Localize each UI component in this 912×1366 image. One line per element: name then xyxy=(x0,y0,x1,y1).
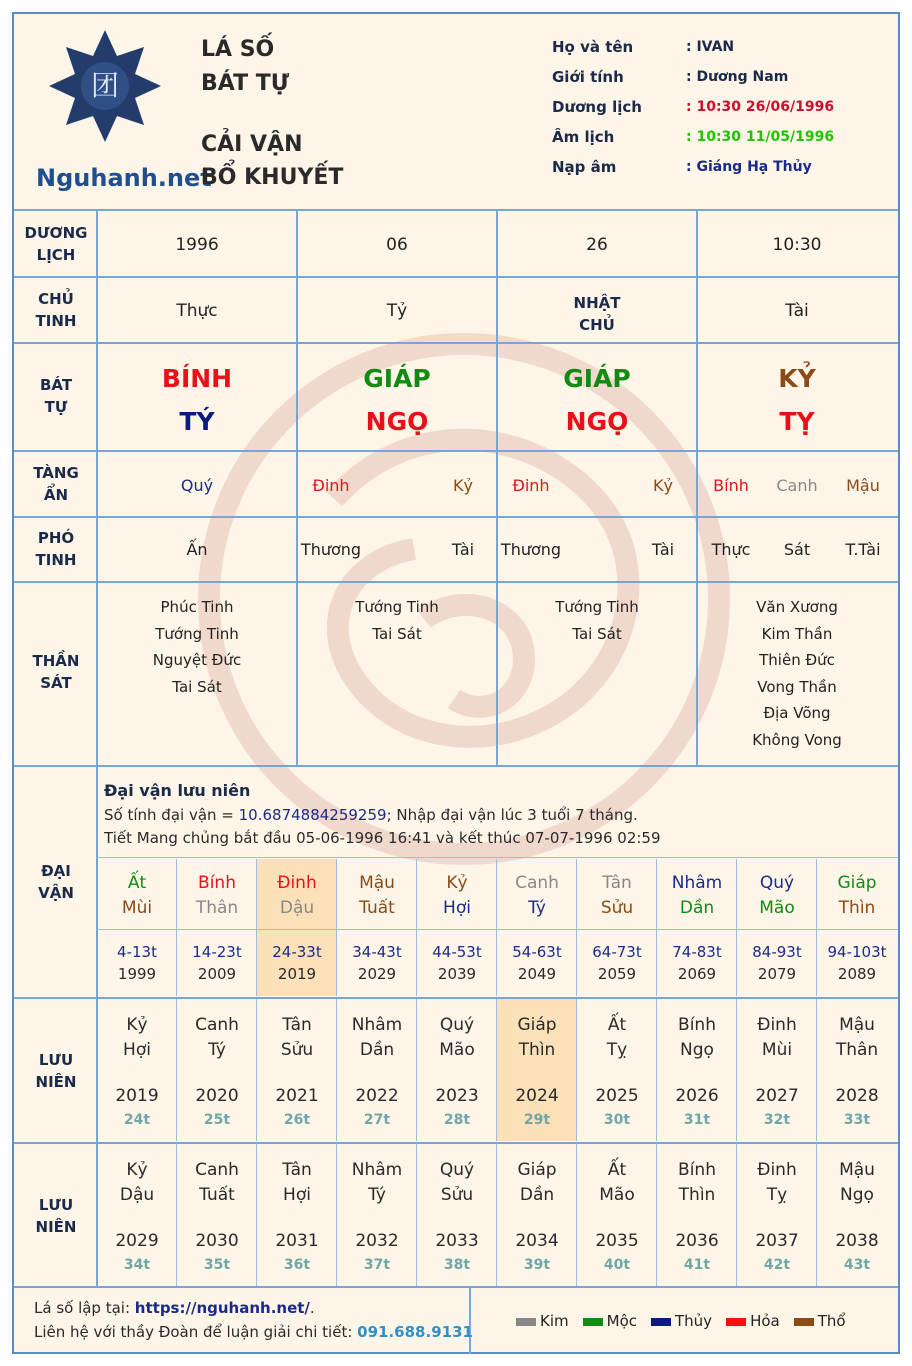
dai-van-can: Đinh xyxy=(277,873,317,893)
luu-nien-age: 37t xyxy=(363,1257,391,1273)
luu-nien-age: 29t xyxy=(523,1112,551,1128)
luu-nien-can: Quý xyxy=(439,1160,475,1180)
dai-van-chi: Thìn xyxy=(838,898,876,918)
dai-van-can: Mậu xyxy=(359,873,395,893)
legend-swatch-icon xyxy=(726,1318,746,1326)
dai-van-line-2: Tiết Mang chủng bắt đầu 05-06-1996 16:41 và kết thúc 07-07-1996 02:59 xyxy=(104,829,661,847)
luu-nien-year: 2025 xyxy=(595,1086,639,1106)
dai-van-age: 84-93t xyxy=(752,943,802,961)
dai-van-age: 74-83t xyxy=(672,943,722,961)
label-pho-tinh: PHÓ TINH xyxy=(35,529,77,569)
luu-nien-age: 24t xyxy=(123,1112,151,1128)
duong-lich-year: 1996 xyxy=(175,235,219,255)
luu-nien-year: 2031 xyxy=(275,1231,319,1251)
dai-van-chi: Tý xyxy=(528,898,546,918)
luu-nien-year: 2030 xyxy=(195,1231,239,1251)
dai-van-year: 2029 xyxy=(357,965,397,983)
pillar-can: BÍNH xyxy=(161,364,233,393)
luu-nien-chi: Mão xyxy=(439,1040,475,1060)
luu-nien-age: 43t xyxy=(843,1257,871,1273)
luu-nien-year: 2035 xyxy=(595,1231,639,1251)
info-value: : 10:30 26/06/1996 xyxy=(686,99,835,115)
pho-tinh-item: Ấn xyxy=(186,540,208,559)
legend-item: Kim xyxy=(516,1312,569,1330)
info-label: Nạp âm xyxy=(552,158,617,176)
luu-nien-can: Kỷ xyxy=(126,1015,148,1035)
title-line-4: BỔ KHUYẾT xyxy=(201,165,344,190)
luu-nien-can: Bính xyxy=(678,1160,716,1180)
dai-van-age: 94-103t xyxy=(827,943,887,961)
luu-nien-age: 42t xyxy=(763,1257,791,1273)
dai-van-age: 14-23t xyxy=(192,943,242,961)
legend-item: Thổ xyxy=(794,1312,846,1330)
pillar-chi: NGỌ xyxy=(365,407,429,436)
dai-van-year: 2089 xyxy=(837,965,877,983)
than-sat-item: Địa Võng xyxy=(763,704,831,722)
duong-lich-month: 06 xyxy=(386,235,408,255)
tang-an-item: Mậu xyxy=(846,476,880,495)
title-line-3: CẢI VẬN xyxy=(201,132,303,157)
luu-nien-can: Kỷ xyxy=(126,1160,148,1180)
tang-an-item: Canh xyxy=(776,476,818,495)
pho-tinh-item: Sát xyxy=(783,540,811,559)
duong-lich-day: 26 xyxy=(586,235,608,255)
than-sat-item: Phúc Tinh xyxy=(160,598,234,616)
label-dai-van: ĐẠI VẬN xyxy=(38,862,74,902)
luu-nien-can: Giáp xyxy=(517,1160,557,1180)
pho-tinh-item: Thương xyxy=(300,540,362,559)
dai-van-chi: Mùi xyxy=(121,898,153,918)
tang-an-item: Đinh xyxy=(312,476,350,495)
label-than-sat: THẦN SÁT xyxy=(32,652,80,692)
luu-nien-chi: Ngọ xyxy=(840,1185,874,1205)
label-duong-lich: DƯƠNG LỊCH xyxy=(24,224,88,264)
site-name: Nguhanh.net xyxy=(36,164,212,192)
than-sat-item: Tướng Tinh xyxy=(355,598,439,616)
dai-van-can: Giáp xyxy=(837,873,877,893)
chu-tinh-month: Tỷ xyxy=(386,301,408,321)
legend-swatch-icon xyxy=(794,1318,814,1326)
luu-nien-can: Giáp xyxy=(517,1015,557,1035)
luu-nien-year: 2038 xyxy=(835,1231,879,1251)
than-sat-item: Kim Thần xyxy=(761,624,833,643)
title-line-2: BÁT TỰ xyxy=(201,71,290,96)
luu-nien-can: Mậu xyxy=(839,1015,875,1035)
dai-van-age: 64-73t xyxy=(592,943,642,961)
pillar-can: GIÁP xyxy=(563,364,631,393)
info-value: : Giáng Hạ Thủy xyxy=(686,159,812,175)
dai-van-can: Nhâm xyxy=(671,873,723,893)
luu-nien-age: 40t xyxy=(603,1257,631,1273)
legend-swatch-icon xyxy=(651,1318,671,1326)
dai-van-chi: Dậu xyxy=(279,898,315,918)
dai-van-year: 2059 xyxy=(597,965,637,983)
luu-nien-can: Tân xyxy=(282,1160,312,1180)
than-sat-item: Văn Xương xyxy=(756,598,838,616)
luu-nien-year: 2036 xyxy=(675,1231,719,1251)
luu-nien-chi: Dậu xyxy=(119,1185,155,1205)
luu-nien-chi: Tý xyxy=(208,1040,226,1060)
dai-van-age: 4-13t xyxy=(117,943,157,961)
dai-van-year: 2019 xyxy=(277,965,317,983)
dai-van-chi: Dần xyxy=(679,898,715,918)
dai-van-line-1: Số tính đại vận = 10.6874884259259; Nhập đại vận lúc 3 tuổi 7 tháng. xyxy=(104,806,638,824)
luu-nien-age: 26t xyxy=(283,1112,311,1128)
nhat-chu-label: NHẬT CHỦ xyxy=(573,294,621,334)
luu-nien-can: Bính xyxy=(678,1015,716,1035)
luu-nien-year: 2032 xyxy=(355,1231,399,1251)
luu-nien-chi: Dần xyxy=(519,1185,555,1205)
than-sat-item: Tai Sát xyxy=(172,677,222,696)
luu-nien-age: 38t xyxy=(443,1257,471,1273)
luu-nien-year: 2028 xyxy=(835,1086,879,1106)
luu-nien-chi: Tỵ xyxy=(766,1185,788,1205)
dai-van-can: Tân xyxy=(602,873,632,893)
chu-tinh-year: Thực xyxy=(176,301,218,321)
luu-nien-age: 25t xyxy=(203,1112,231,1128)
tang-an-item: Kỷ xyxy=(653,476,673,495)
dai-van-can: Ất xyxy=(127,873,147,893)
than-sat-item: Nguyệt Đức xyxy=(152,651,242,669)
dai-van-can: Kỷ xyxy=(446,873,468,893)
website-link[interactable]: https://nguhanh.net/ xyxy=(134,1299,310,1317)
luu-nien-can: Nhâm xyxy=(351,1015,403,1035)
dai-van-year: 2009 xyxy=(197,965,237,983)
luu-nien-can: Nhâm xyxy=(351,1160,403,1180)
label-tang-an: TÀNG ẨN xyxy=(33,464,79,504)
luu-nien-year: 2026 xyxy=(675,1086,719,1106)
label-luu-nien-1: LƯU NIÊN xyxy=(35,1051,77,1091)
tang-an-item: Đinh xyxy=(512,476,550,495)
luu-nien-chi: Mão xyxy=(599,1185,635,1205)
dai-van-heading: Đại vận lưu niên xyxy=(104,781,251,800)
luu-nien-chi: Mùi xyxy=(761,1040,793,1060)
dai-van-age: 54-63t xyxy=(512,943,562,961)
dai-van-age: 24-33t xyxy=(272,943,322,961)
luu-nien-year: 2033 xyxy=(435,1231,479,1251)
dai-van-year: 2079 xyxy=(757,965,797,983)
dai-van-chi: Tuất xyxy=(359,898,395,918)
element-legend xyxy=(516,1312,860,1330)
luu-nien-can: Mậu xyxy=(839,1160,875,1180)
luu-nien-age: 27t xyxy=(363,1112,391,1128)
luu-nien-year: 2021 xyxy=(275,1086,319,1106)
pho-tinh-item: Thực xyxy=(711,540,751,559)
info-label: Họ và tên xyxy=(552,38,634,56)
duong-lich-hour: 10:30 xyxy=(772,235,822,255)
dai-van-chi: Mão xyxy=(759,898,795,918)
pillar-can: GIÁP xyxy=(363,364,431,393)
luu-nien-age: 35t xyxy=(203,1257,231,1273)
label-chu-tinh: CHỦ TINH xyxy=(35,290,77,330)
luu-nien-can: Quý xyxy=(439,1015,475,1035)
legend-item: Thủy xyxy=(651,1312,712,1330)
legend-swatch-icon xyxy=(516,1318,536,1326)
luu-nien-year: 2023 xyxy=(435,1086,479,1106)
luu-nien-chi: Hợi xyxy=(123,1040,151,1060)
dai-van-year: 1999 xyxy=(117,965,157,983)
luu-nien-chi: Tý xyxy=(368,1185,386,1205)
dai-van-year: 2069 xyxy=(677,965,717,983)
luu-nien-chi: Tỵ xyxy=(606,1040,628,1060)
luu-nien-chi: Thìn xyxy=(678,1185,716,1205)
info-label: Giới tính xyxy=(552,68,624,86)
dai-van-can: Quý xyxy=(759,873,795,893)
luu-nien-can: Canh xyxy=(195,1160,239,1180)
than-sat-item: Tướng Tinh xyxy=(555,598,639,616)
than-sat-item: Không Vong xyxy=(752,730,842,749)
chu-tinh-hour: Tài xyxy=(785,301,809,321)
dai-van-age: 34-43t xyxy=(352,943,402,961)
title-line-1: LÁ SỐ xyxy=(201,37,275,62)
than-sat-item: Tai Sát xyxy=(572,624,622,643)
dai-van-year: 2049 xyxy=(517,965,557,983)
pho-tinh-item: Thương xyxy=(500,540,562,559)
dragon-watermark-icon xyxy=(184,319,744,879)
luu-nien-chi: Hợi xyxy=(283,1185,311,1205)
luu-nien-can: Ất xyxy=(607,1015,627,1035)
luu-nien-age: 36t xyxy=(283,1257,311,1273)
luu-nien-year: 2019 xyxy=(115,1086,159,1106)
luu-nien-age: 41t xyxy=(683,1257,711,1273)
info-label: Dương lịch xyxy=(552,98,642,116)
tang-an-item: Kỷ xyxy=(453,476,473,495)
than-sat-item: Thiên Đức xyxy=(759,651,835,669)
chart-sheet xyxy=(12,12,900,1354)
than-sat-item: Tai Sát xyxy=(372,624,422,643)
pho-tinh-item: Tài xyxy=(651,540,675,559)
info-value: : Dương Nam xyxy=(686,69,789,85)
label-bat-tu: BÁT TỰ xyxy=(39,376,73,416)
footer-line-1: Lá số lập tại: https://nguhanh.net/. xyxy=(34,1299,315,1317)
luu-nien-chi: Tuất xyxy=(199,1185,235,1205)
luu-nien-age: 28t xyxy=(443,1112,471,1128)
pillar-chi: TÝ xyxy=(179,407,215,436)
luu-nien-year: 2034 xyxy=(515,1231,559,1251)
luu-nien-age: 34t xyxy=(123,1257,151,1273)
pillar-chi: TỴ xyxy=(779,407,815,436)
luu-nien-chi: Ngọ xyxy=(680,1040,714,1060)
luu-nien-chi: Sửu xyxy=(440,1185,474,1205)
pho-tinh-item: T.Tài xyxy=(845,540,881,559)
info-value: : 10:30 11/05/1996 xyxy=(686,129,835,145)
info-value: : IVAN xyxy=(686,39,735,55)
luu-nien-chi: Thân xyxy=(835,1040,879,1060)
legend-item: Mộc xyxy=(583,1312,637,1330)
legend-item: Hỏa xyxy=(726,1312,780,1330)
luu-nien-year: 2024 xyxy=(515,1086,559,1106)
luu-nien-year: 2037 xyxy=(755,1231,799,1251)
dai-van-can: Canh xyxy=(515,873,559,893)
dai-van-chi: Hợi xyxy=(443,898,471,918)
tang-an-item: Quý xyxy=(180,476,214,495)
luu-nien-age: 39t xyxy=(523,1257,551,1273)
dai-van-chi: Sửu xyxy=(600,898,634,918)
luu-nien-age: 32t xyxy=(763,1112,791,1128)
label-luu-nien-2: LƯU NIÊN xyxy=(35,1196,77,1236)
luu-nien-can: Đinh xyxy=(757,1015,797,1035)
pillar-can: KỶ xyxy=(778,364,816,393)
luu-nien-can: Tân xyxy=(282,1015,312,1035)
phone-link[interactable]: 091.688.9131 xyxy=(357,1323,473,1341)
dai-van-year: 2039 xyxy=(437,965,477,983)
tang-an-item: Bính xyxy=(713,476,749,495)
info-label: Âm lịch xyxy=(552,128,615,146)
than-sat-item: Vong Thần xyxy=(757,677,837,696)
luu-nien-chi: Thìn xyxy=(518,1040,556,1060)
luu-nien-can: Canh xyxy=(195,1015,239,1035)
luu-nien-chi: Dần xyxy=(359,1040,395,1060)
luu-nien-year: 2029 xyxy=(115,1231,159,1251)
luu-nien-can: Đinh xyxy=(757,1160,797,1180)
logo-glyph: 团 xyxy=(90,69,120,102)
luu-nien-year: 2022 xyxy=(355,1086,399,1106)
than-sat-item: Tướng Tinh xyxy=(155,624,239,643)
pho-tinh-item: Tài xyxy=(451,540,475,559)
luu-nien-year: 2020 xyxy=(195,1086,239,1106)
legend-swatch-icon xyxy=(583,1318,603,1326)
luu-nien-age: 33t xyxy=(843,1112,871,1128)
luu-nien-age: 30t xyxy=(603,1112,631,1128)
luu-nien-can: Ất xyxy=(607,1160,627,1180)
luu-nien-age: 31t xyxy=(683,1112,711,1128)
dai-van-age: 44-53t xyxy=(432,943,482,961)
dai-van-chi: Thân xyxy=(195,898,239,918)
dai-van-can: Bính xyxy=(198,873,236,893)
luu-nien-chi: Sửu xyxy=(280,1040,314,1060)
footer-line-2: Liên hệ với thầy Đoàn để luận giải chi tiết: 091.688.9131 xyxy=(34,1323,473,1341)
pillar-chi: NGỌ xyxy=(565,407,629,436)
luu-nien-year: 2027 xyxy=(755,1086,799,1106)
